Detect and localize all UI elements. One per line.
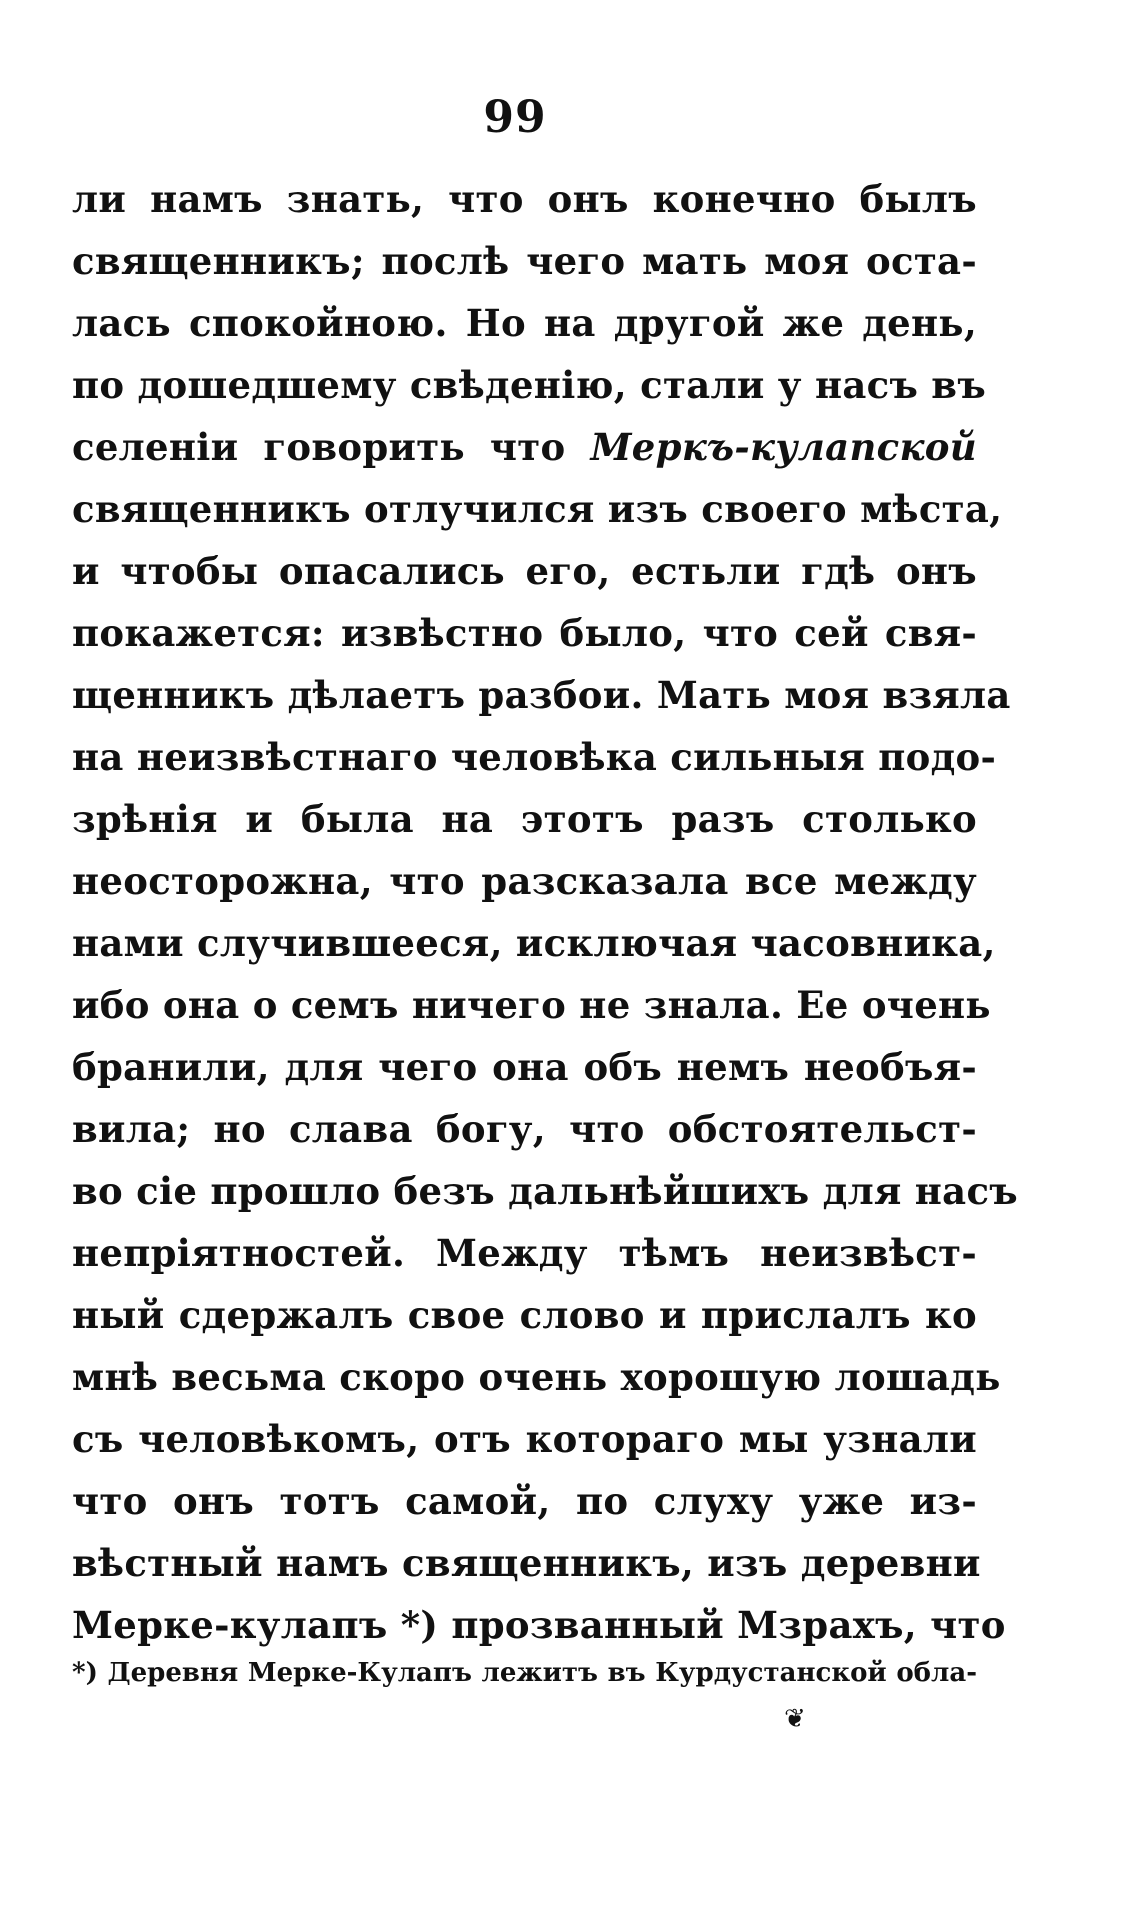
text-line-7: и чтобы опасались его, естьли гдѣ онъ: [72, 549, 977, 593]
text-line-17: во сіе прошло безъ дальнѣйшихъ для насъ: [72, 1169, 1018, 1213]
text-line-5: [72, 416, 977, 478]
text-line-19: ный сдержалъ свое слово и прислалъ ко: [72, 1293, 977, 1337]
text-line-3: лась спокойною. Но на другой же день,: [72, 301, 977, 345]
body-text: [72, 168, 1018, 1656]
text-line-23: вѣстный намъ священникъ, изъ деревни: [72, 1541, 981, 1585]
text-line-10: на неизвѣстнаго человѣка сильныя подо-: [72, 735, 997, 779]
text-line-9: щенникъ дѣлаетъ разбои. Мать моя взяла: [72, 673, 1011, 717]
text-line-2: священникъ; послѣ чего мать моя оста-: [72, 239, 977, 283]
text-line-20: мнѣ весьма скоро очень хорошую лошадь: [72, 1355, 1001, 1399]
text-line-1: ли намъ знать, что онъ конечно былъ: [72, 177, 977, 221]
text-line-24: Мерке-кулапъ *) прозванный Мзрахъ, что: [72, 1603, 1006, 1647]
italic-place-name: Меркъ-кулапской: [590, 425, 977, 469]
text-line-4: по дошедшему свѣденію, стали у насъ въ: [72, 363, 986, 407]
page-number: 99: [483, 92, 547, 143]
text-line-21: съ человѣкомъ, отъ котораго мы узнали: [72, 1417, 977, 1461]
text-line-12: неосторожна, что разсказала все между: [72, 859, 977, 903]
text-line-11: зрѣнія и была на этотъ разъ столько: [72, 797, 977, 841]
text-line-16: вила; но слава богу, что обстоятельст-: [72, 1107, 977, 1151]
text-line-5-start: селеніи говорить что: [72, 425, 591, 469]
fleuron-ornament: ❦: [784, 1704, 806, 1734]
text-line-18: непріятностей. Между тѣмъ неизвѣст-: [72, 1231, 977, 1275]
footnote: *) Деревня Мерке-Кулапъ лежитъ въ Курдустанской обла-: [72, 1658, 977, 1688]
text-line-13: нами случившееся, исключая часовника,: [72, 921, 996, 965]
text-line-8: покажется: извѣстно было, что сей свя-: [72, 611, 977, 655]
text-line-14: ибо она о семъ ничего не знала. Ее очень: [72, 983, 991, 1027]
text-line-22: что онъ тотъ самой, по слуху уже из-: [72, 1479, 977, 1523]
text-line-6: священникъ отлучился изъ своего мѣста,: [72, 487, 1003, 531]
text-line-15: бранили, для чего она объ немъ необъя-: [72, 1045, 977, 1089]
